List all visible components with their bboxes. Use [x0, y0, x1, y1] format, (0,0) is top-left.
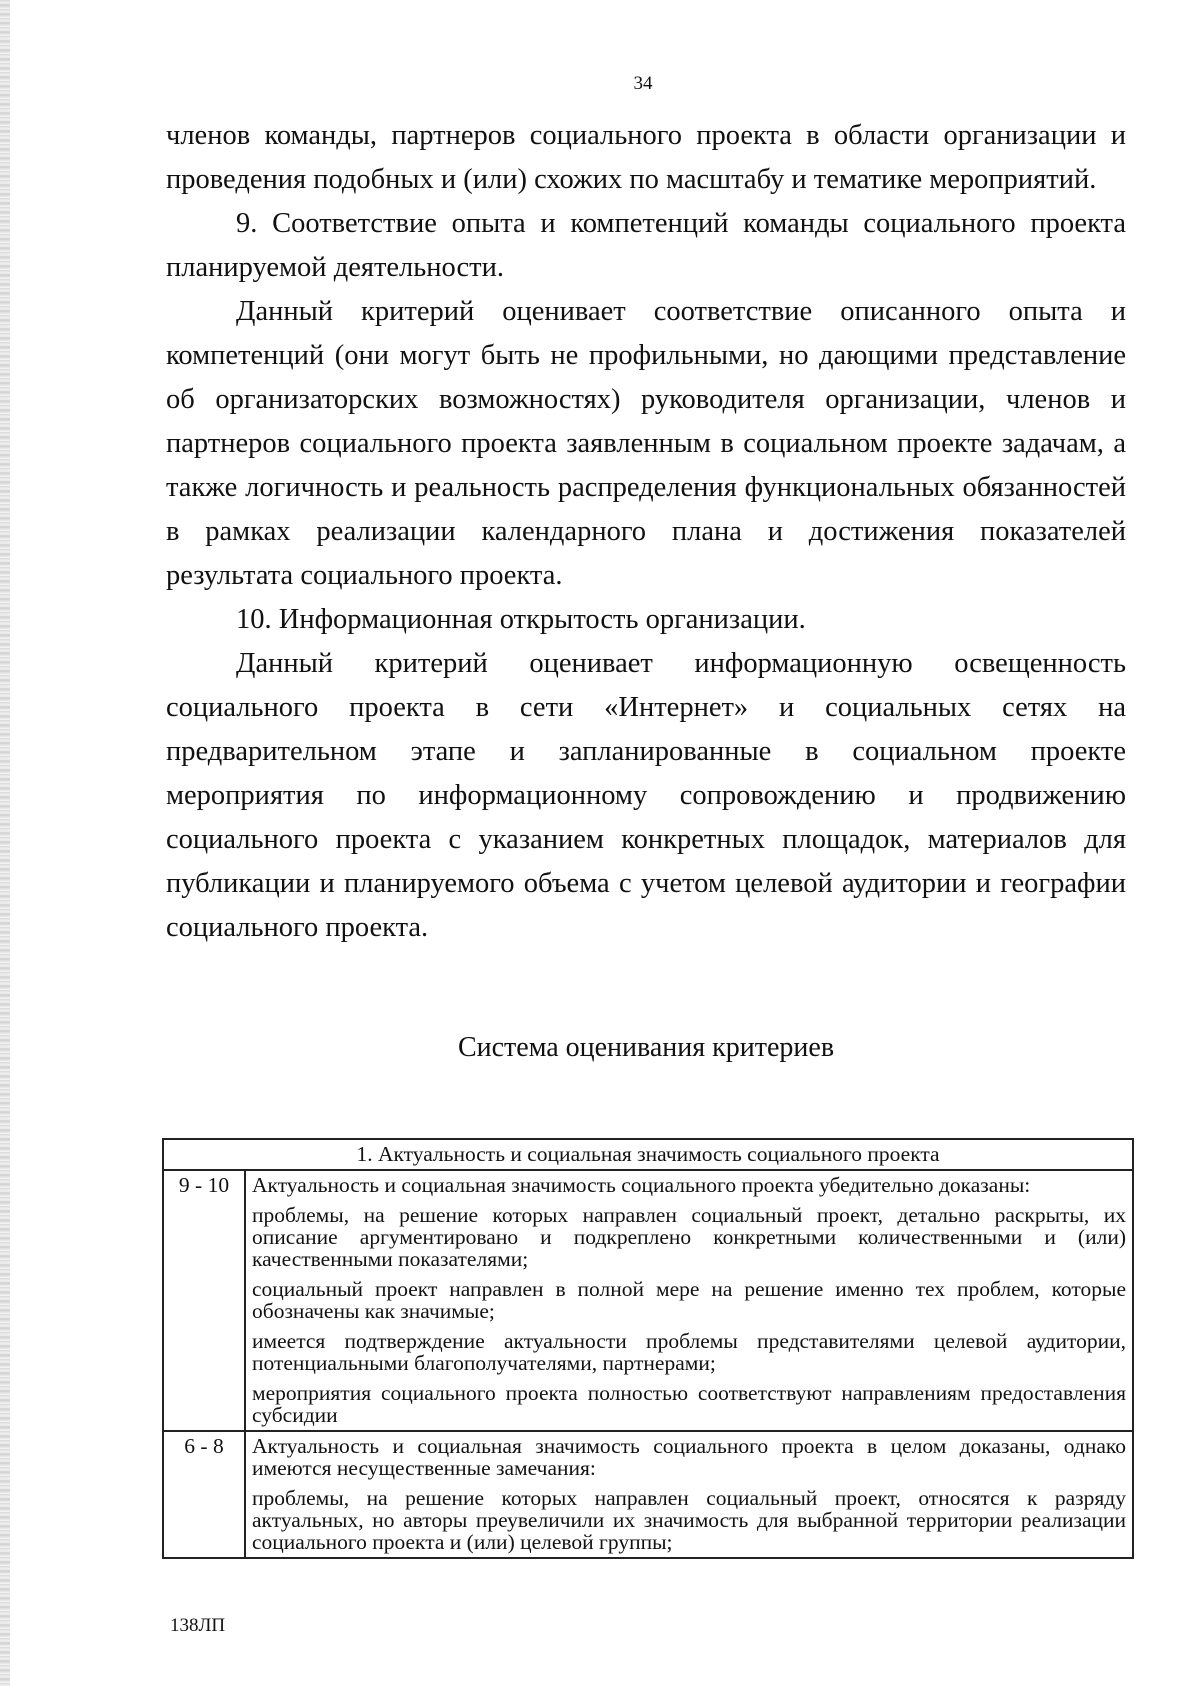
table-row: [163, 1431, 1133, 1558]
paragraph: членов команды, партнеров социального проекта в области организации и проведения подобных и (или) схожих по масштабу и тематике мероприятий.: [166, 120, 1126, 195]
criterion-10-description: Данный критерий оценивает информационную освещенность социального проекта в сети «Интернет» и социальных сетях на предварительном этапе и запланированные в социальном проекте мероприятия по информационному сопровождению и продвижению социального проекта с указанием конкретных площадок, материалов для публикации и планируемого объема с учетом целевой аудитории и географии социального проекта.: [166, 648, 1126, 943]
table-row: [163, 1170, 1133, 1431]
criterion-9-heading: 9. Соответствие опыта и компетенций команды социального проекта планируемой деятельности.: [166, 208, 1126, 283]
table-header: 1. Актуальность и социальная значимость социального проекта: [163, 1139, 1133, 1170]
page-number: 34: [633, 73, 653, 94]
score-range: 9 - 10: [163, 1170, 245, 1431]
description-item: проблемы, на решение которых направлен социальный проект, относятся к разряду актуальных, но авторы преувеличили их значимость для выбранной территории реализации социального проекта и (или) целевой группы;: [252, 1486, 1126, 1554]
description-item: проблемы, на решение которых направлен социальный проект, детально раскрыты, их описание аргументировано и подкреплено конкретными количественными и (или) качественными показателями;: [252, 1203, 1126, 1271]
section-title: Система оценивания критериев: [457, 1032, 835, 1063]
score-description: [245, 1170, 1133, 1431]
criterion-9-description: Данный критерий оценивает соответствие описанного опыта и компетенций (они могут быть не профильными, но дающими представление об организаторских возможностях) руководителя организации, членов и партнеров социального проекта заявленным в социальном проекте задачам, а также логичность и реальность распределения функциональных обязанностей в рамках реализации календарного плана и достижения показателей результата социального проекта.: [166, 296, 1126, 591]
description-item: Актуальность и социальная значимость социального проекта в целом доказаны, однако имеются несущественные замечания:: [252, 1434, 1126, 1480]
score-range: 6 - 8: [163, 1431, 245, 1558]
document-code: 138ЛП: [170, 1615, 226, 1636]
criteria-table: [162, 1138, 1134, 1559]
score-description: [245, 1431, 1133, 1558]
criterion-10-heading: 10. Информационная открытость организации.: [236, 604, 806, 635]
description-item: имеется подтверждение актуальности проблемы представителями целевой аудитории, потенциальными благополучателями, партнерами;: [252, 1329, 1126, 1375]
description-item: мероприятия социального проекта полностью соответствуют направлениям предоставления субсидии: [252, 1381, 1126, 1427]
body-text: [166, 114, 1126, 1070]
table-header-row: [163, 1139, 1133, 1170]
description-item: социальный проект направлен в полной мере на решение именно тех проблем, которые обозначены как значимые;: [252, 1277, 1126, 1323]
scan-edge: [0, 0, 10, 1686]
description-item: Актуальность и социальная значимость социального проекта убедительно доказаны:: [252, 1173, 1031, 1197]
